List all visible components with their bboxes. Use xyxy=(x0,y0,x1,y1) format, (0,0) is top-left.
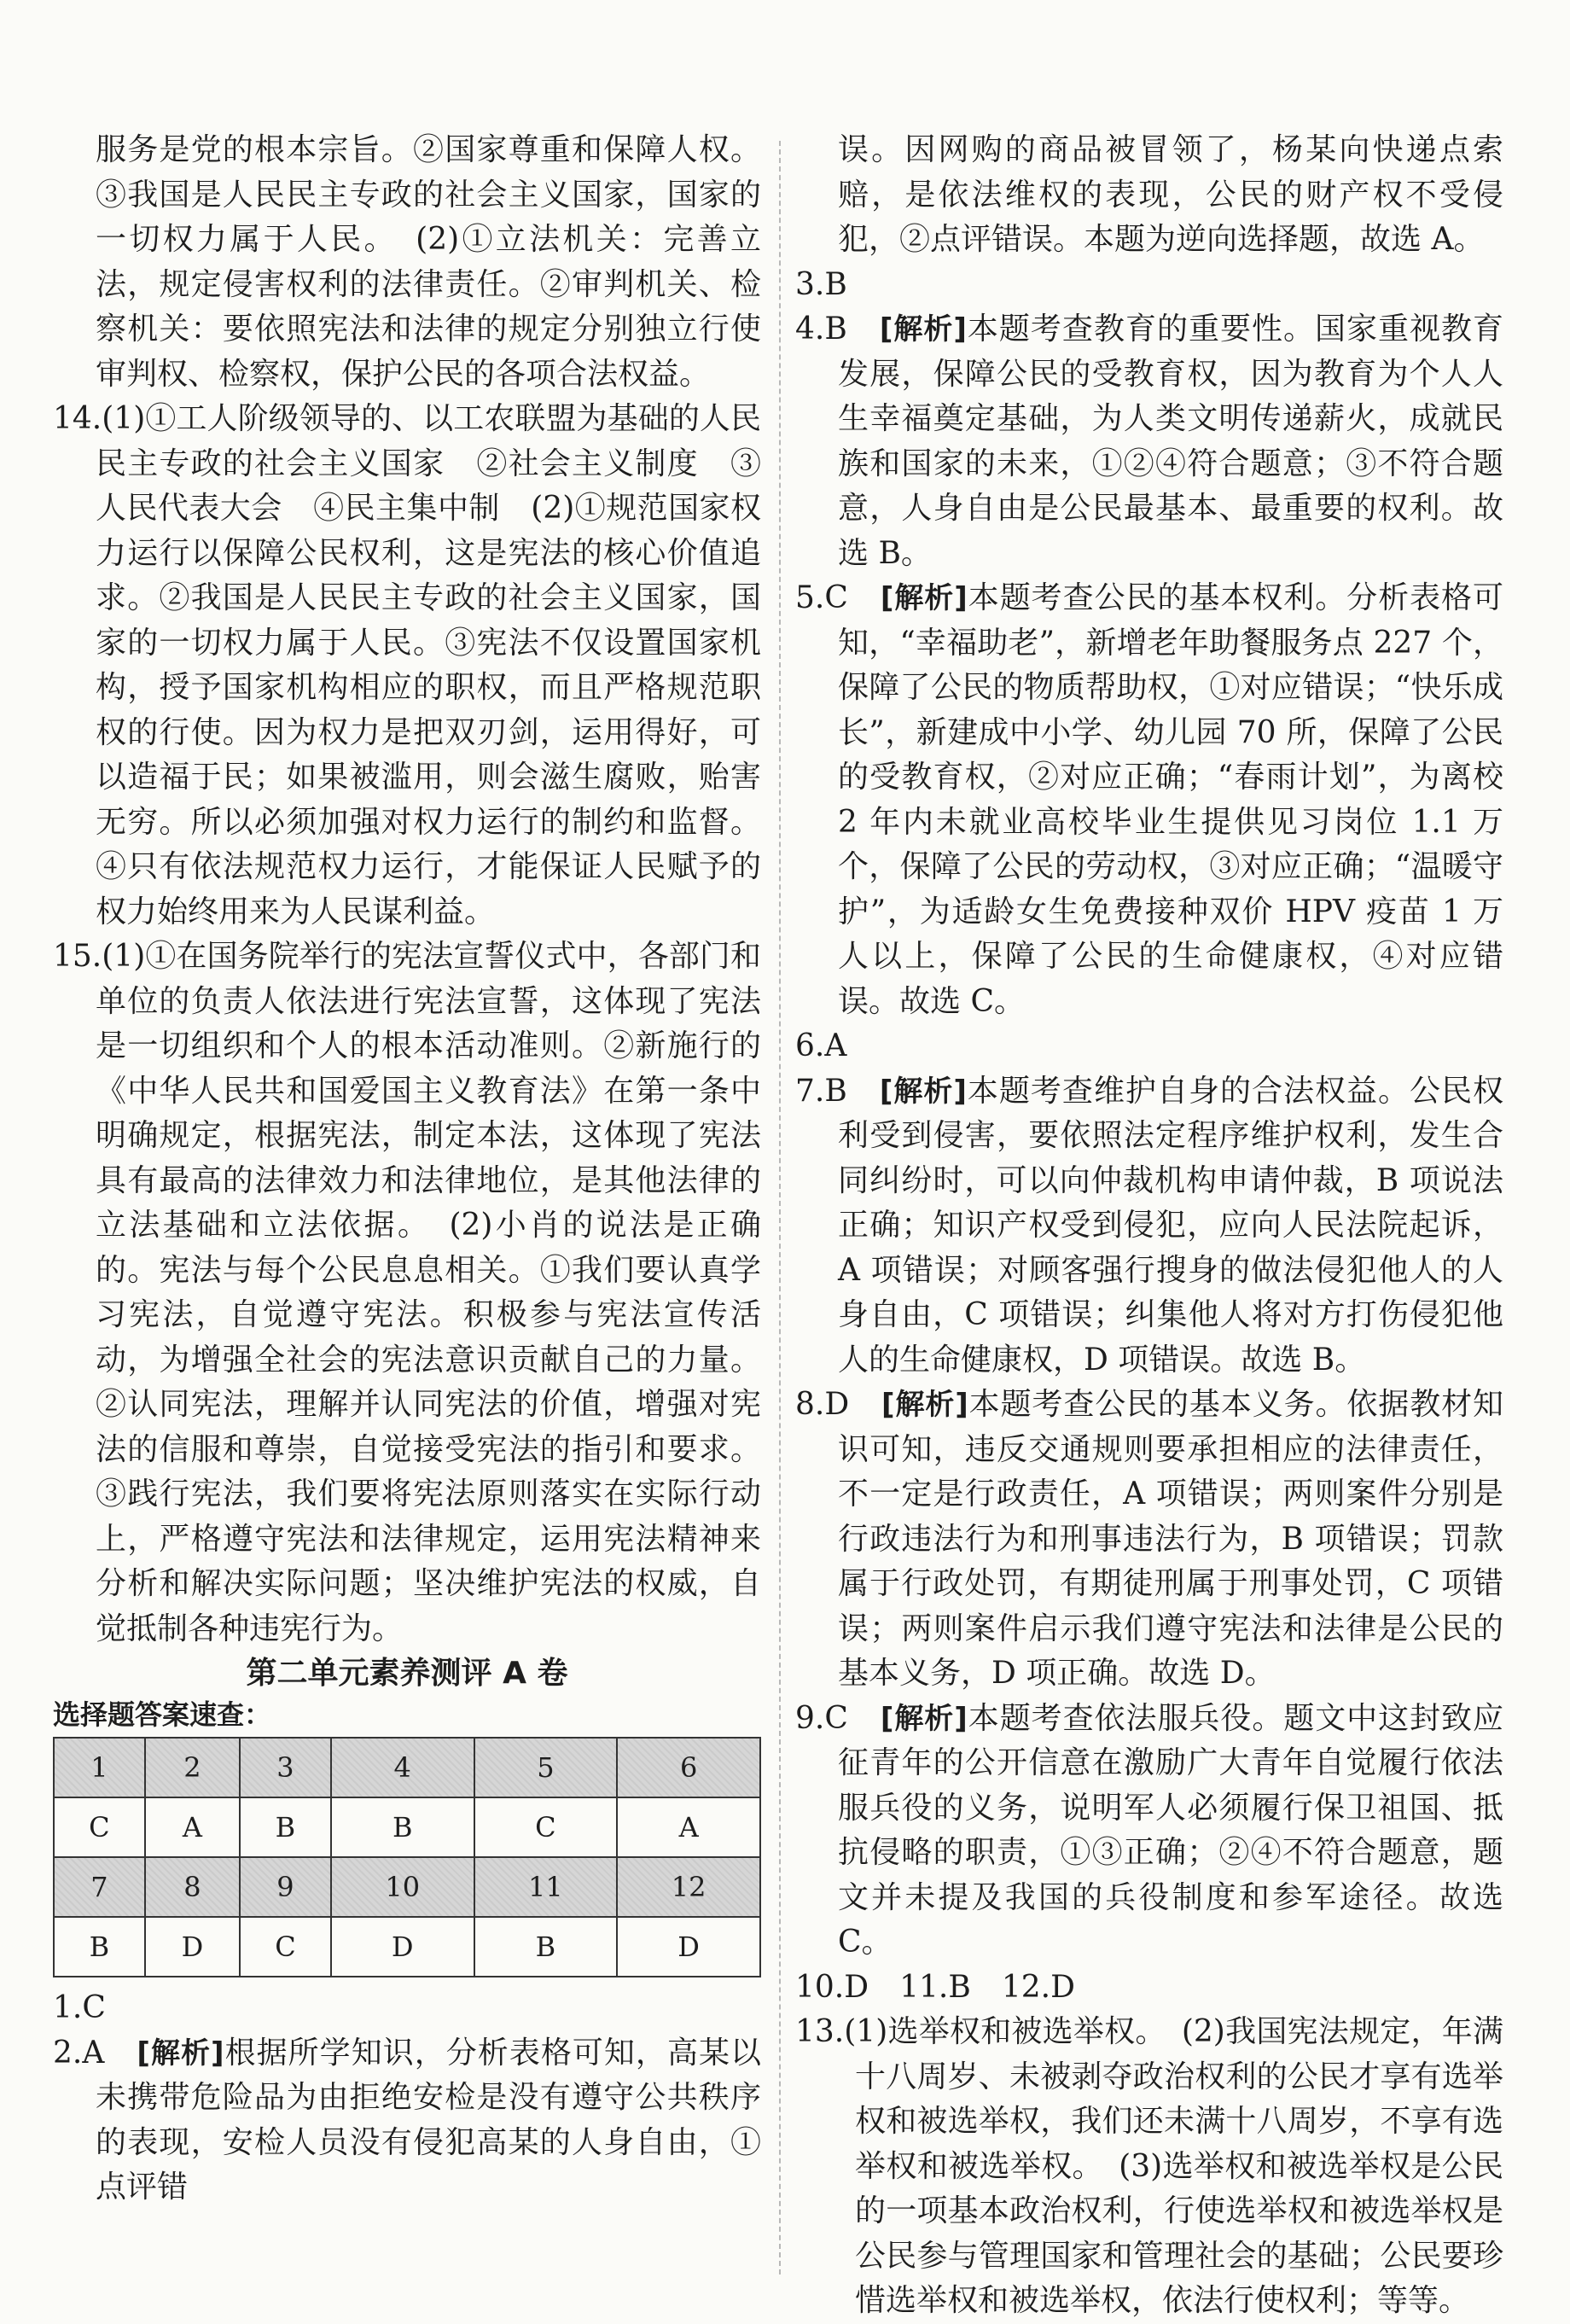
answer-8 xyxy=(795,1383,1503,1697)
answer-3: 3.B xyxy=(795,266,847,302)
answer-number: 8.D xyxy=(795,1387,850,1422)
answer-15: 15.(1)①在国务院举行的宪法宣誓仪式中，各部门和单位的负责人依法进行宪法宣誓，这体现了宪法是一切组织和个人的根本活动准则。②新施行的《中华人民共和国爱国主义教育法》在第一条中明确规定，根据宪法，制定本法，这体现了宪法具有最高的法律效力和法律地位，是其他法律的立法基础和立法依据。 (2)小肖的说法是正确的。宪法与每个公民息息相关。①我们要认真学习宪法，自觉遵守宪法。积极参与宪法宣传活动，为增强全社会的宪法意识贡献自己的力量。②认同宪法，理解并认同宪法的价值，增强对宪法的信服和尊崇，自觉接受宪法的指引和要求。③践行宪法，我们要将宪法原则落实在实际行动上，严格遵守宪法和法律规定，运用宪法精神来分析和解决实际问题；坚决维护宪法的权威，自觉抵制各种违宪行为。 xyxy=(53,939,761,1646)
answer-2 xyxy=(53,2031,761,2210)
analysis-text: 本题考查公民的基本义务。依据教材知识可知，违反交通规则要承担相应的法律责任，不一定是行政责任，A 项错误；两则案件分别是行政违法行为和刑事违法行为，B 项错误；罚款属于行政处罚，有期徒刑属于刑事处罚，C 项错误；两则案件启示我们遵守宪法和法律是公民的基本义务，D 项正确。故选 D。 xyxy=(838,1387,1503,1691)
answer-9 xyxy=(795,1697,1503,1966)
answer-cell: B xyxy=(240,1797,331,1857)
answer-13: 13.(1)选举权和被选举权。 (2)我国宪法规定，年满十八周岁、未被剥夺政治权利的公民才享有选举权和被选举权，我们还未满十八周岁，不享有选举权和被选举权。 (3)选举权和被选举权是公民的一项基本政治权利，行使选举权和被选举权是公民参与管理国家和管理社会的基础；公民要珍惜选举权和被选举权，依法行使权利；等等。 xyxy=(795,2014,1503,2318)
answer-cell: D xyxy=(145,1917,240,1977)
analysis-text: 根据所学知识，分析表格可知，高某以未携带危险品为由拒绝安检是没有遵守公共秩序的表现，安检人员没有侵犯高某的人身自由，①点评错 xyxy=(96,2035,761,2205)
analysis-tag: [解析] xyxy=(879,312,967,347)
answer-cell: D xyxy=(331,1917,474,1977)
analysis-text: 本题考查教育的重要性。国家重视教育发展，保障公民的受教育权，因为教育为个人人生幸福奠定基础，为人类文明传递薪火，成就民族和国家的未来，①②④符合题意；③不符合题意，人身自由是公民最基本、最重要的权利。故选 B。 xyxy=(838,312,1503,571)
question-number: 6 xyxy=(617,1738,760,1797)
answer-1: 1.C xyxy=(53,1990,106,2025)
answer-cell: B xyxy=(331,1797,474,1857)
question-number: 10 xyxy=(331,1857,474,1917)
answer-cell: C xyxy=(54,1797,145,1857)
analysis-tag: [解析] xyxy=(879,1074,967,1109)
question-number: 12 xyxy=(617,1857,760,1917)
answer-number: 2.A xyxy=(53,2035,105,2071)
question-number: 5 xyxy=(474,1738,618,1797)
answer-number: 4.B xyxy=(795,312,847,347)
analysis-tag: [解析] xyxy=(880,581,968,615)
answer-table-answer-row xyxy=(54,1797,760,1857)
answer-table-number-row xyxy=(54,1738,760,1797)
analysis-text: 本题考查公民的基本权利。分析表格可知，“幸福助老”，新增老年助餐服务点 227 个，保障了公民的物质帮助权，①对应错误；“快乐成长”，新建成中小学、幼儿园 70 所，保障了公民的受教育权，②对应正确；“春雨计划”，为离校 2 年内未就业高校毕业生提供见习岗位 1.1 万个，保障了公民的劳动权，③对应正确；“温暖守护”，为适龄女生免费接种双价 HPV 疫苗 1 万人以上，保障了公民的生命健康权，④对应错误。故选 C。 xyxy=(838,580,1503,1019)
answer-table-number-row xyxy=(54,1857,760,1917)
answer-13-continued: 服务是党的根本宗旨。②国家尊重和保障人权。③我国是人民民主专政的社会主义国家，国家的一切权力属于人民。 (2)①立法机关：完善立法，规定侵害权利的法律责任。②审判机关、检察机关：要依照宪法和法律的规定分别独立行使审判权、检察权，保护公民的各项合法权益。 xyxy=(96,132,761,392)
analysis-text: 本题考查维护自身的合法权益。公民权利受到侵害，要依照法定程序维护权利，发生合同纠纷时，可以向仲裁机构申请仲裁，B 项说法正确；知识产权受到侵犯，应向人民法院起诉，A 项错误；对顾客强行搜身的做法侵犯他人的人身自由，C 项错误；纠集他人将对方打伤侵犯他人的生命健康权，D 项错误。故选 B。 xyxy=(838,1073,1503,1378)
column-divider xyxy=(779,141,781,2274)
analysis-tag: [解析] xyxy=(880,1701,968,1736)
question-number: 3 xyxy=(240,1738,331,1797)
answer-number: 9.C xyxy=(795,1700,848,1736)
answer-2-continued: 误。因网购的商品被冒领了，杨某向快递点索赔，是依法维权的表现，公民的财产权不受侵犯，②点评错误。本题为逆向选择题，故选 A。 xyxy=(838,132,1503,257)
quick-answer-label: 选择题答案速查： xyxy=(53,1698,272,1731)
answer-cell: D xyxy=(617,1917,760,1977)
answer-14: 14.(1)①工人阶级领导的、以工农联盟为基础的人民民主专政的社会主义国家 ②社会主义制度 ③人民代表大会 ④民主集中制 (2)①规范国家权力运行以保障公民权利，这是宪法的核心价值追求。②我国是人民民主专政的社会主义国家，国家的一切权力属于人民。③宪法不仅设置国家机构，授予国家机构相应的职权，而且严格规范职权的行使。因为权力是把双刃剑，运用得好，可以造福于民；如果被滥用，则会滋生腐败，贻害无穷。所以必须加强对权力运行的制约和监督。④只有依法规范权力运行，才能保证人民赋予的权力始终用来为人民谋利益。 xyxy=(53,401,761,929)
section-title: 第二单元素养测评 A 卷 xyxy=(246,1656,568,1691)
question-number: 8 xyxy=(145,1857,240,1917)
analysis-tag: [解析] xyxy=(881,1388,968,1422)
answer-4 xyxy=(795,307,1503,576)
answer-cell: C xyxy=(474,1797,618,1857)
answer-5 xyxy=(795,576,1503,1024)
answer-number: 7.B xyxy=(795,1073,847,1109)
question-number: 1 xyxy=(54,1738,145,1797)
question-number: 2 xyxy=(145,1738,240,1797)
right-column xyxy=(795,128,1503,2324)
question-number: 11 xyxy=(474,1857,618,1917)
answer-7 xyxy=(795,1069,1503,1383)
answer-table xyxy=(53,1737,761,1977)
question-number: 4 xyxy=(331,1738,474,1797)
answer-cell: B xyxy=(54,1917,145,1977)
question-number: 9 xyxy=(240,1857,331,1917)
answer-cell: B xyxy=(474,1917,618,1977)
answer-table-answer-row xyxy=(54,1917,760,1977)
question-number: 7 xyxy=(54,1857,145,1917)
answer-cell: A xyxy=(617,1797,760,1857)
left-column xyxy=(53,128,761,2210)
answers-10-to-12: 10.D 11.B 12.D xyxy=(795,1969,1075,2005)
analysis-text: 本题考查依法服兵役。题文中这封致应征青年的公开信意在激励广大青年自觉履行依法服兵役的义务，说明军人必须履行保卫祖国、抵抗侵略的职责，①③正确；②④不符合题意，题文并未提及我国的兵役制度和参军途径。故选 C。 xyxy=(838,1700,1503,1960)
answer-6: 6.A xyxy=(795,1028,847,1063)
answer-cell: C xyxy=(240,1917,331,1977)
answer-number: 5.C xyxy=(795,580,848,615)
answer-cell: A xyxy=(145,1797,240,1857)
analysis-tag: [解析] xyxy=(137,2036,224,2071)
